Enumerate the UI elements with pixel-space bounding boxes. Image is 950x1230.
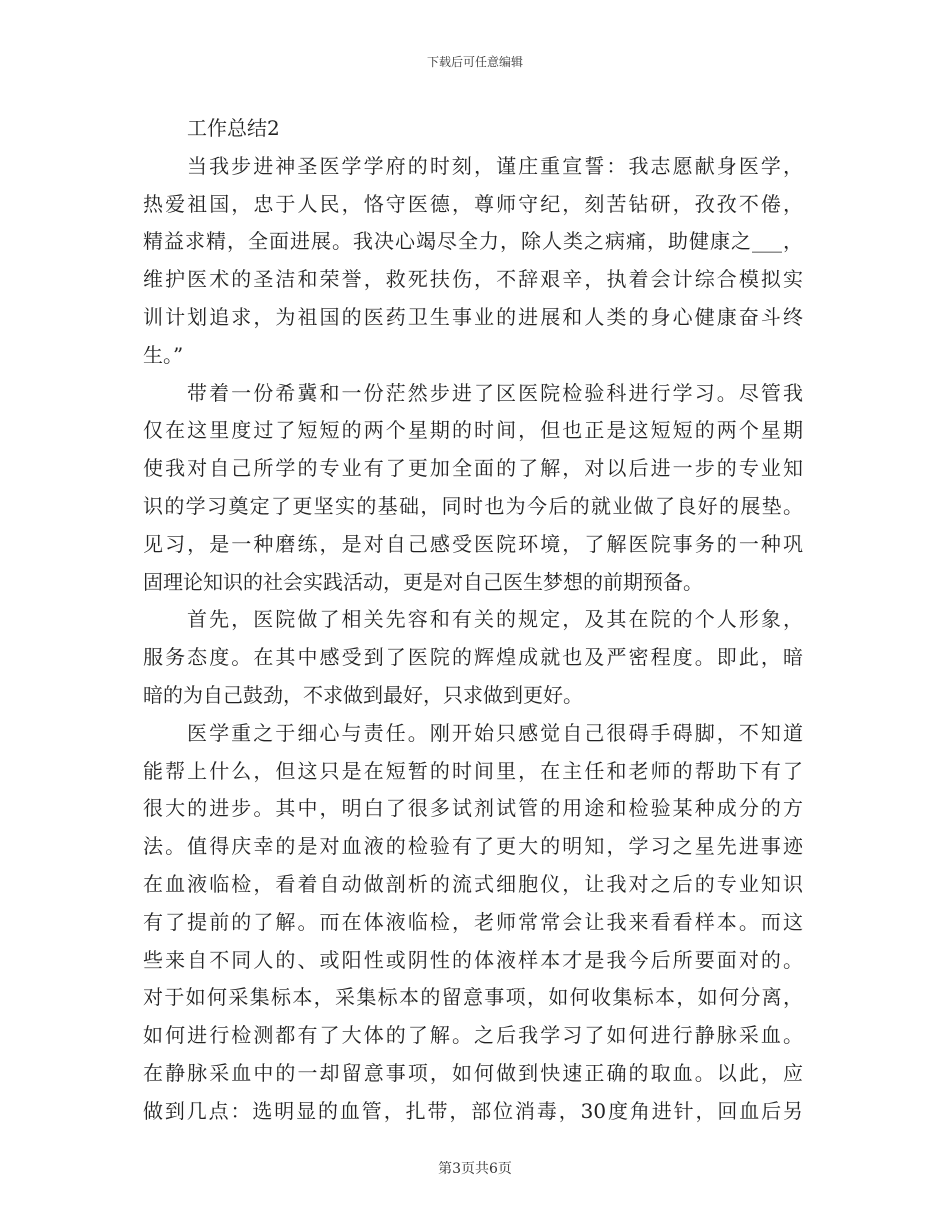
paragraph-line: 识的学习奠定了更坚实的基础，同时也为今后的就业做了良好的展垫。 (143, 493, 803, 518)
paragraph-4 (143, 715, 803, 1131)
paragraph-line: 使我对自己所学的专业有了更加全面的了解，对以后进一步的专业知 (143, 456, 803, 481)
paragraph-line: 如何进行检测都有了大体的了解。之后我学习了如何进行静脉采血。 (143, 1023, 803, 1048)
paragraph-line: 很大的进步。其中，明白了很多试剂试管的用途和检验某种成分的方 (143, 796, 803, 821)
paragraph-line: 医学重之于细心与责任。刚开始只感觉自己很碍手碍脚，不知道 (187, 720, 803, 745)
paragraph-3 (143, 601, 803, 714)
paragraph-1 (143, 148, 803, 375)
paragraph-line: 见习，是一种磨练，是对自己感受医院环境，了解医院事务的一种巩 (143, 531, 803, 556)
page-number: 第3页共6页 (438, 1161, 512, 1177)
paragraph-line: 能帮上什么，但这只是在短暂的时间里，在主任和老师的帮助下有了 (143, 758, 803, 783)
paragraph-2 (143, 375, 803, 602)
document-heading: 工作总结2 (187, 116, 280, 140)
paragraph-line: 训计划追求，为祖国的医药卫生事业的进展和人类的身心健康奋斗终 (143, 304, 803, 329)
paragraph-line: 首先，医院做了相关先容和有关的规定，及其在院的个人形象， (187, 607, 803, 632)
document-body (143, 110, 803, 1131)
paragraph-line: 维护医术的圣洁和荣誉，救死扶伤，不辞艰辛，执着会计综合模拟实 (143, 267, 803, 292)
paragraph-line: 固理论知识的社会实践活动，更是对自己医生梦想的前期预备。 (143, 569, 703, 594)
paragraph-line: 热爱祖国，忠于人民，恪守医德，尊师守纪，刻苦钻研，孜孜不倦， (143, 191, 803, 216)
paragraph-line: 在血液临检，看着自动做剖析的流式细胞仪，让我对之后的专业知识 (143, 871, 803, 896)
paragraph-line: 带着一份希冀和一份茫然步进了区医院检验科进行学习。尽管我 (187, 380, 803, 405)
paragraph-line: 仅在这里度过了短短的两个星期的时间，但也正是这短短的两个星期 (143, 418, 803, 443)
paragraph-line: 暗的为自己鼓劲，不求做到最好，只求做到更好。 (143, 682, 583, 707)
paragraph-line: 有了提前的了解。而在体液临检，老师常常会让我来看看样本。而这 (143, 909, 803, 934)
paragraph-line: 当我步进神圣医学学府的时刻，谨庄重宣誓：我志愿献身医学， (187, 153, 803, 178)
paragraph-line: 精益求精，全面进展。我决心竭尽全力，除人类之病痛，助健康之___， (143, 229, 803, 254)
paragraph-line: 对于如何采集标本，采集标本的留意事项，如何收集标本，如何分离， (143, 985, 803, 1010)
paragraph-line: 做到几点：选明显的血管，扎带，部位消毒，30度角进针，回血后另 (143, 1098, 803, 1123)
paragraph-line: 在静脉采血中的一却留意事项，如何做到快速正确的取血。以此，应 (143, 1060, 803, 1085)
paragraph-line: 生。” (143, 342, 184, 367)
paragraph-line: 法。值得庆幸的是对血液的检验有了更大的明知，学习之星先进事迹 (143, 834, 803, 859)
page-header: 下载后可任意编辑 (426, 55, 523, 69)
paragraph-line: 服务态度。在其中感受到了医院的辉煌成就也及严密程度。即此，暗 (143, 645, 803, 670)
paragraph-line: 些来自不同人的、或阳性或阴性的体液样本才是我今后所要面对的。 (143, 947, 803, 972)
